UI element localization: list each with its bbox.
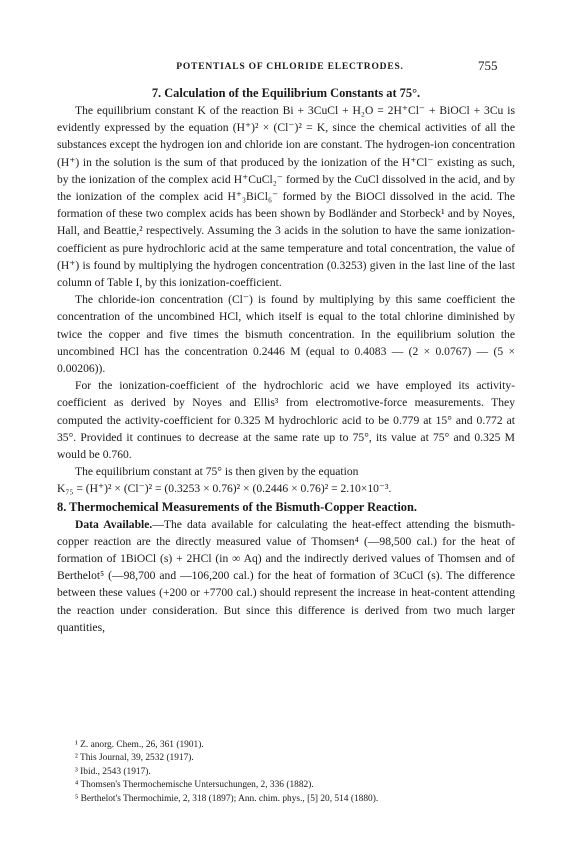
paragraph-ionization-coefficient: For the ionization-coefficient of the hydrochloric acid we have employed its activity-coefficient as derived by Noyes and Ellis³ from electromotive-force measurements. They computed the activity-coefficient for 0.325 M hydrochloric acid to be 0.779 at 15° and 0.772 at 35°. Provided it continues to decrease at the same rate up to 75°, its value at 75° and 0.325 M would be 0.760. bbox=[57, 379, 515, 462]
run-in-heading: Data Available. bbox=[75, 517, 153, 531]
footnote-4: ⁴ Thomsen's Thermochemische Untersuchungen, 2, 336 (1882). bbox=[75, 780, 314, 791]
equilibrium-equation: K₇₅ = (H⁺)² × (Cl⁻)² = (0.3253 × 0.76)² × (0.2446 × 0.76)² = 2.10×10⁻³. bbox=[57, 482, 392, 496]
footnote-5: ⁵ Berthelot's Thermochimie, 2, 318 (1897); Ann. chim. phys., [5] 20, 514 (1880). bbox=[75, 793, 379, 804]
footnote-1: ¹ Z. anorg. Chem., 26, 361 (1901). bbox=[75, 740, 204, 750]
paragraph-data-available bbox=[57, 516, 515, 636]
page-number: 755 bbox=[478, 58, 498, 73]
running-head: POTENTIALS OF CHLORIDE ELECTRODES. bbox=[176, 62, 404, 72]
data-available-text: —The data available for calculating the heat-effect attending the bismuth-copper reaction are the directly measured value of Thomsen⁴ (—98,500 cal.) for the heat of formation of 1BiOCl (s) + 2HCl (in ∞ Aq) and the indirectly derived values of Thomsen and of Berthelot⁵ (—98,700 and —106,200 cal.) for the heat of formation of 3CuCl (s). The difference between these values (+200 or +7700 cal.) should represent the increase in heat-content attending the reaction under consideration. But since this difference is derived from two much larger quantities, bbox=[57, 517, 515, 634]
page-body bbox=[57, 84, 515, 636]
footnote-3: ³ Ibid., 2543 (1917). bbox=[75, 766, 151, 777]
paragraph-equilibrium-constant: The equilibrium constant K of the reaction Bi + 3CuCl + H₂O = 2H⁺Cl⁻ + BiOCl + 3Cu is evidently expressed by the equation (H⁺)² × (Cl⁻)² = K, since the chemical activities of all the substances except the hydrogen ion and chloride ion are constant. The hydrogen-ion concentration (H⁺) in the solution is the sum of that produced by the ionization of the H⁺Cl⁻ existing as such, by the ionization of the complex acid H⁺CuCl₂⁻ formed by the CuCl dissolved in the acid, and by the ionization of the complex acid H⁺₃BiCl₆⁻ formed by the BiOCl dissolved in the acid. The formation of these two complex acids has been shown by Bodländer and Storbeck¹ and by Noyes, Hall, and Beattie,² respectively. Assuming the 3 acids in the solution to have the same ionization-coefficient as pure hydrochloric acid at the same temperature and total concentration, the value of (H⁺) is found by multiplying the hydrogen concentration (0.3253) given in the last line of the last column of Table I, by this ionization-coefficient. bbox=[57, 104, 515, 290]
section-8-title: 8. Thermochemical Measurements of the Bismuth-Copper Reaction. bbox=[57, 499, 417, 514]
paragraph-chloride-ion: The chloride-ion concentration (Cl⁻) is found by multiplying by this same coefficient the concentration of the uncombined HCl, which itself is equal to the total chlorine diminished by twice the copper and five times the bismuth concentration. In the equilibrium solution the uncombined HCl has the concentration 0.2446 M (equal to 0.4083 — (2 × 0.0767) — (5 × 0.00206)). bbox=[57, 293, 515, 376]
paragraph-equation-intro: The equilibrium constant at 75° is then given by the equation bbox=[75, 465, 359, 479]
footnotes bbox=[75, 739, 515, 806]
footnote-2: ² This Journal, 39, 2532 (1917). bbox=[75, 753, 194, 764]
section-7-title: 7. Calculation of the Equilibrium Constants at 75°. bbox=[151, 86, 421, 100]
